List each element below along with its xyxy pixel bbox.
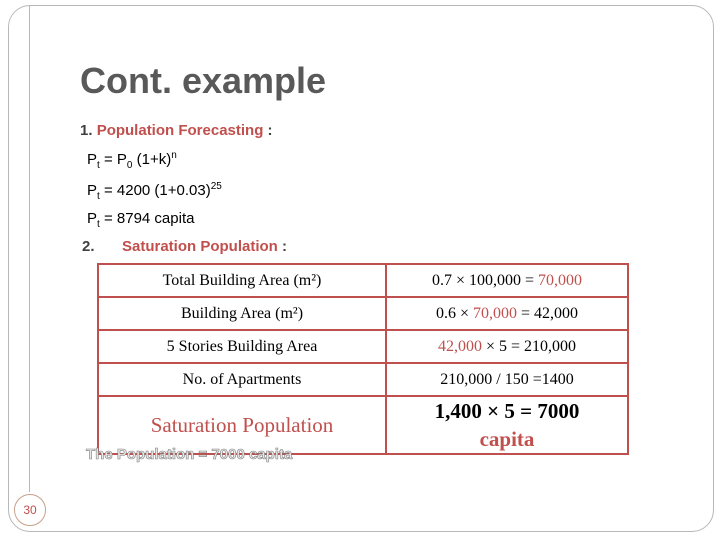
row-label: No. of Apartments	[98, 363, 386, 396]
slide-title: Cont. example	[80, 60, 327, 101]
section-1-colon: :	[267, 122, 273, 139]
formula-substituted: $P_t = 4200$ $(1+0.03)^{25}$	[87, 181, 222, 202]
row-value: 42,000 × 5 = 210,000	[386, 330, 628, 363]
section-1-number: 1.	[80, 122, 93, 139]
table-row	[98, 297, 628, 330]
section-1-title: Population Forecasting	[96, 122, 264, 139]
formula-result: $P_t = 8794$ capita	[87, 210, 195, 230]
row-label: Total Building Area (m²)	[98, 264, 386, 297]
final-value: 1,400 × 5 = 7000 capita	[386, 396, 628, 454]
section-2-colon: :	[282, 238, 288, 255]
final-label: Saturation Population	[98, 396, 386, 454]
row-label: Building Area (m²)	[98, 297, 386, 330]
section-1-heading	[80, 122, 273, 139]
table-row	[98, 330, 628, 363]
section-2-number: 2.	[82, 238, 95, 255]
saturation-table	[97, 263, 629, 455]
row-value: 210,000 / 150 =1400	[386, 363, 628, 396]
table-row	[98, 264, 628, 297]
row-label: 5 Stories Building Area	[98, 330, 386, 363]
formula-general: $P_t = P_0$ $(1+k)^n$	[87, 150, 177, 171]
row-value: 0.7 × 100,000 = 70,000	[386, 264, 628, 297]
section-2-title: Saturation Population	[122, 238, 278, 255]
left-rule	[29, 5, 30, 492]
page-number: 30	[14, 494, 46, 526]
population-result: The Population = 7000 capita	[86, 446, 293, 463]
section-2-heading	[82, 238, 287, 255]
table-row	[98, 363, 628, 396]
row-value: 0.6 × 70,000 = 42,000	[386, 297, 628, 330]
